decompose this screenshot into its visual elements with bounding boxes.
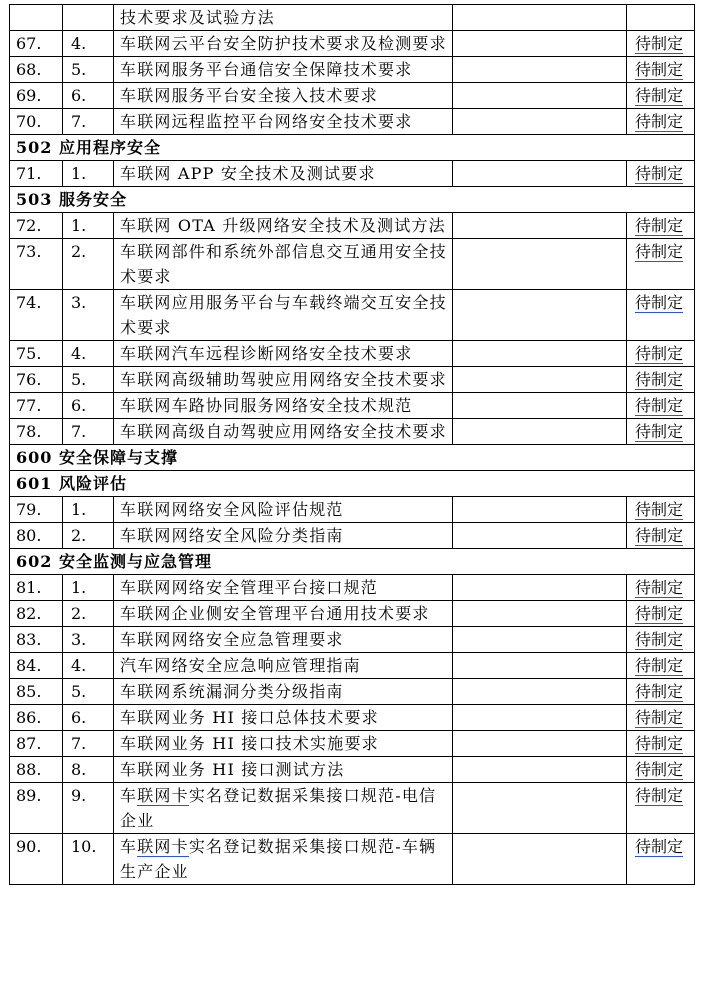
remark-cell bbox=[453, 341, 627, 367]
status-link[interactable]: 待制定 bbox=[635, 34, 684, 53]
remark-cell bbox=[453, 57, 627, 83]
remark-cell bbox=[453, 419, 627, 445]
sub-number: 3. bbox=[63, 627, 114, 653]
table-row bbox=[10, 341, 695, 367]
sub-number: 6. bbox=[63, 83, 114, 109]
table-row bbox=[10, 239, 695, 290]
remark-cell bbox=[453, 705, 627, 731]
status-cell bbox=[627, 523, 695, 549]
row-number: 67. bbox=[10, 31, 63, 57]
status-cell bbox=[627, 290, 695, 341]
row-number: 79. bbox=[10, 497, 63, 523]
remark-cell bbox=[453, 653, 627, 679]
sub-number: 7. bbox=[63, 419, 114, 445]
table-row bbox=[10, 5, 695, 31]
standard-title: 车联网 OTA 升级网络安全技术及测试方法 bbox=[114, 213, 453, 239]
remark-cell bbox=[453, 497, 627, 523]
table-row bbox=[10, 367, 695, 393]
table-row bbox=[10, 213, 695, 239]
title-fragment: 车 bbox=[120, 786, 138, 805]
sub-number: 2. bbox=[63, 523, 114, 549]
row-number bbox=[10, 5, 63, 31]
standard-title: 车联网服务平台通信安全保障技术要求 bbox=[114, 57, 453, 83]
remark-cell bbox=[453, 731, 627, 757]
remark-cell bbox=[453, 783, 627, 834]
status-link[interactable]: 待制定 bbox=[635, 370, 684, 389]
remark-cell bbox=[453, 757, 627, 783]
sub-number: 4. bbox=[63, 653, 114, 679]
row-number: 68. bbox=[10, 57, 63, 83]
row-number: 85. bbox=[10, 679, 63, 705]
standard-title: 车联网云平台安全防护技术要求及检测要求 bbox=[114, 31, 453, 57]
row-number: 74. bbox=[10, 290, 63, 341]
status-link[interactable]: 待制定 bbox=[635, 837, 684, 856]
status-link[interactable]: 待制定 bbox=[635, 526, 684, 545]
status-cell bbox=[627, 627, 695, 653]
sub-number: 1. bbox=[63, 575, 114, 601]
standard-title: 汽车网络安全应急响应管理指南 bbox=[114, 653, 453, 679]
row-number: 73. bbox=[10, 239, 63, 290]
remark-cell bbox=[453, 834, 627, 885]
row-number: 76. bbox=[10, 367, 63, 393]
table-row bbox=[10, 653, 695, 679]
sub-number: 7. bbox=[63, 109, 114, 135]
remark-cell bbox=[453, 679, 627, 705]
status-link[interactable]: 待制定 bbox=[635, 630, 684, 649]
status-link[interactable]: 待制定 bbox=[635, 344, 684, 363]
section-title: 601 风险评估 bbox=[10, 471, 695, 497]
table-row bbox=[10, 834, 695, 885]
table-row bbox=[10, 627, 695, 653]
table-row bbox=[10, 705, 695, 731]
remark-cell bbox=[453, 109, 627, 135]
section-header-row bbox=[10, 135, 695, 161]
status-cell bbox=[627, 393, 695, 419]
standard-title bbox=[114, 783, 453, 834]
table-row bbox=[10, 783, 695, 834]
remark-cell bbox=[453, 523, 627, 549]
status-link[interactable]: 待制定 bbox=[635, 164, 684, 183]
standard-title bbox=[114, 834, 453, 885]
standard-title: 车联网企业侧安全管理平台通用技术要求 bbox=[114, 601, 453, 627]
status-link[interactable]: 待制定 bbox=[635, 734, 684, 753]
section-title: 600 安全保障与支撑 bbox=[10, 445, 695, 471]
status-cell bbox=[627, 5, 695, 31]
standard-title: 车联网服务平台安全接入技术要求 bbox=[114, 83, 453, 109]
status-link[interactable]: 待制定 bbox=[635, 760, 684, 779]
standard-title: 车联网 APP 安全技术及测试要求 bbox=[114, 161, 453, 187]
table-row bbox=[10, 393, 695, 419]
status-cell bbox=[627, 783, 695, 834]
status-cell bbox=[627, 419, 695, 445]
remark-cell bbox=[453, 83, 627, 109]
status-link[interactable]: 待制定 bbox=[635, 604, 684, 623]
status-cell bbox=[627, 834, 695, 885]
row-number: 81. bbox=[10, 575, 63, 601]
standard-title: 车联网应用服务平台与车载终端交互安全技术要求 bbox=[114, 290, 453, 341]
status-cell bbox=[627, 239, 695, 290]
table-row bbox=[10, 290, 695, 341]
standard-title: 车联网网络安全风险分类指南 bbox=[114, 523, 453, 549]
row-number: 89. bbox=[10, 783, 63, 834]
table-row bbox=[10, 523, 695, 549]
table-row bbox=[10, 109, 695, 135]
status-link[interactable]: 待制定 bbox=[635, 682, 684, 701]
status-cell bbox=[627, 653, 695, 679]
standard-title: 车联网业务 HI 接口技术实施要求 bbox=[114, 731, 453, 757]
sub-number: 1. bbox=[63, 213, 114, 239]
sub-number: 6. bbox=[63, 705, 114, 731]
remark-cell bbox=[453, 161, 627, 187]
status-cell bbox=[627, 575, 695, 601]
standard-title: 车联网网络安全管理平台接口规范 bbox=[114, 575, 453, 601]
row-number: 80. bbox=[10, 523, 63, 549]
status-cell bbox=[627, 497, 695, 523]
status-link[interactable]: 待制定 bbox=[635, 500, 684, 519]
row-number: 78. bbox=[10, 419, 63, 445]
status-link[interactable]: 待制定 bbox=[635, 242, 684, 261]
standard-title: 车联网远程监控平台网络安全技术要求 bbox=[114, 109, 453, 135]
title-fragment: 联网卡 bbox=[137, 837, 189, 856]
remark-cell bbox=[453, 601, 627, 627]
remark-cell bbox=[453, 239, 627, 290]
standard-title: 技术要求及试验方法 bbox=[114, 5, 453, 31]
remark-cell bbox=[453, 393, 627, 419]
row-number: 88. bbox=[10, 757, 63, 783]
status-cell bbox=[627, 601, 695, 627]
table-row bbox=[10, 497, 695, 523]
row-number: 82. bbox=[10, 601, 63, 627]
row-number: 70. bbox=[10, 109, 63, 135]
table-row bbox=[10, 757, 695, 783]
standard-title: 车联网高级辅助驾驶应用网络安全技术要求 bbox=[114, 367, 453, 393]
status-cell bbox=[627, 757, 695, 783]
sub-number: 10. bbox=[63, 834, 114, 885]
status-link[interactable]: 待制定 bbox=[635, 396, 684, 415]
sub-number: 3. bbox=[63, 290, 114, 341]
standards-table bbox=[9, 4, 695, 885]
status-link[interactable]: 待制定 bbox=[635, 60, 684, 79]
standard-title: 车联网业务 HI 接口测试方法 bbox=[114, 757, 453, 783]
row-number: 86. bbox=[10, 705, 63, 731]
title-fragment: 联网卡 bbox=[137, 786, 189, 805]
status-link[interactable]: 待制定 bbox=[635, 786, 684, 805]
status-link[interactable]: 待制定 bbox=[635, 86, 684, 105]
section-header-row bbox=[10, 445, 695, 471]
table-row bbox=[10, 575, 695, 601]
status-link[interactable]: 待制定 bbox=[635, 708, 684, 727]
status-cell bbox=[627, 213, 695, 239]
table-row bbox=[10, 161, 695, 187]
table-row bbox=[10, 601, 695, 627]
remark-cell bbox=[453, 5, 627, 31]
status-link[interactable]: 待制定 bbox=[635, 656, 684, 675]
status-cell bbox=[627, 83, 695, 109]
table-row bbox=[10, 731, 695, 757]
remark-cell bbox=[453, 31, 627, 57]
sub-number: 7. bbox=[63, 731, 114, 757]
status-cell bbox=[627, 341, 695, 367]
table-row bbox=[10, 31, 695, 57]
table-row bbox=[10, 83, 695, 109]
sub-number: 8. bbox=[63, 757, 114, 783]
status-cell bbox=[627, 731, 695, 757]
section-header-row bbox=[10, 187, 695, 213]
remark-cell bbox=[453, 213, 627, 239]
status-link[interactable]: 待制定 bbox=[635, 112, 684, 131]
title-fragment: 实名登记数据采集接口规范-车辆生产企业 bbox=[120, 837, 437, 881]
title-fragment: 车 bbox=[120, 837, 138, 856]
sub-number: 2. bbox=[63, 601, 114, 627]
row-number: 87. bbox=[10, 731, 63, 757]
section-title: 503 服务安全 bbox=[10, 187, 695, 213]
sub-number: 4. bbox=[63, 341, 114, 367]
status-cell bbox=[627, 705, 695, 731]
standard-title: 车联网网络安全风险评估规范 bbox=[114, 497, 453, 523]
status-cell bbox=[627, 109, 695, 135]
standard-title: 车联网高级自动驾驶应用网络安全技术要求 bbox=[114, 419, 453, 445]
remark-cell bbox=[453, 627, 627, 653]
status-cell bbox=[627, 367, 695, 393]
row-number: 90. bbox=[10, 834, 63, 885]
status-link[interactable]: 待制定 bbox=[635, 422, 684, 441]
section-header-row bbox=[10, 549, 695, 575]
status-link[interactable]: 待制定 bbox=[635, 216, 684, 235]
remark-cell bbox=[453, 290, 627, 341]
status-link[interactable]: 待制定 bbox=[635, 293, 684, 312]
row-number: 77. bbox=[10, 393, 63, 419]
sub-number: 5. bbox=[63, 57, 114, 83]
status-cell bbox=[627, 679, 695, 705]
standard-title: 车联网汽车远程诊断网络安全技术要求 bbox=[114, 341, 453, 367]
status-cell bbox=[627, 161, 695, 187]
sub-number: 5. bbox=[63, 679, 114, 705]
row-number: 83. bbox=[10, 627, 63, 653]
sub-number: 5. bbox=[63, 367, 114, 393]
standard-title: 车联网部件和系统外部信息交互通用安全技术要求 bbox=[114, 239, 453, 290]
row-number: 69. bbox=[10, 83, 63, 109]
standard-title: 车联网业务 HI 接口总体技术要求 bbox=[114, 705, 453, 731]
row-number: 75. bbox=[10, 341, 63, 367]
standard-title: 车联网网络安全应急管理要求 bbox=[114, 627, 453, 653]
row-number: 84. bbox=[10, 653, 63, 679]
remark-cell bbox=[453, 367, 627, 393]
sub-number bbox=[63, 5, 114, 31]
table-row bbox=[10, 679, 695, 705]
sub-number: 1. bbox=[63, 497, 114, 523]
section-title: 502 应用程序安全 bbox=[10, 135, 695, 161]
status-cell bbox=[627, 57, 695, 83]
sub-number: 9. bbox=[63, 783, 114, 834]
section-header-row bbox=[10, 471, 695, 497]
sub-number: 1. bbox=[63, 161, 114, 187]
sub-number: 6. bbox=[63, 393, 114, 419]
standard-title: 车联网系统漏洞分类分级指南 bbox=[114, 679, 453, 705]
section-title: 602 安全监测与应急管理 bbox=[10, 549, 695, 575]
standard-title: 车联网车路协同服务网络安全技术规范 bbox=[114, 393, 453, 419]
remark-cell bbox=[453, 575, 627, 601]
status-link[interactable]: 待制定 bbox=[635, 578, 684, 597]
table-row bbox=[10, 57, 695, 83]
status-cell bbox=[627, 31, 695, 57]
row-number: 72. bbox=[10, 213, 63, 239]
sub-number: 4. bbox=[63, 31, 114, 57]
table-row bbox=[10, 419, 695, 445]
row-number: 71. bbox=[10, 161, 63, 187]
sub-number: 2. bbox=[63, 239, 114, 290]
title-fragment: 实名登记数据采集接口规范-电信企业 bbox=[120, 786, 437, 830]
